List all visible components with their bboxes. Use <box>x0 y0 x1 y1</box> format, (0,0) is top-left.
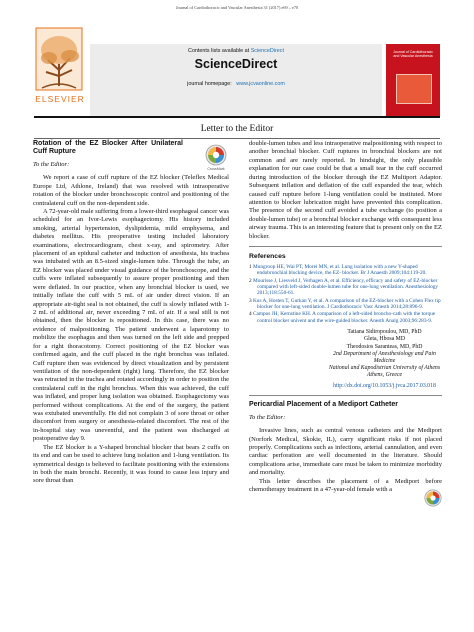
author-block <box>327 329 442 390</box>
sciencedirect-title: ScienceDirect <box>194 57 278 71</box>
article-paragraph-2: A 72-year-old male suffering from a lower-third esophageal cancer was scheduled for an Ivor-Lewis esophagectomy. His history included smoking, arterial hypertension, dyslipidemia, mild emphysema, and diabetes mellitus. His preoperative testing included laboratory examinations, electrocardiogram, chest x-ray, and spirometry. After placement of an epidural catheter and induction of anesthesia, his trachea was intubated with an 8.5-sized single-lumen tube. Through the tube, an EZ blocker was placed under visual guidance of the bronchoscope, and the cuffs were inflated subsequently to assure proper positioning and then were deflated. In our practice, when any bronchial blocker is used, we initially inflate the cuff with 5 mL of air under direct vision. If an appropriate air-tight seal is not obtained, the cuff is slowly inflated with 1-2 mL of additional air, never exceeding 7 mL of air. If a seal still is not obtained, then the blocker is repositioned. In this case, there was no evidence of malpositioning. The patient underwent a laparotomy to mobilize the esophagus and then was turned on the left side and prepped for a right thoracotomy. Correct positioning of the EZ blocker was confirmed again, and the cuff placed in the right bronchus was inflated. Cuff rupture then was evidenced by direct visualization and by persistent ventilation of the non-dependent (right) lung. Therefore, the EZ blocker was retracted in the trachea and rotated accordingly in order to position the contralateral cuff in the right bronchus. When this was achieved, the cuff was inflated, and proper lung isolation was obtained. Esophagectomy was performed without complications. At the end of the surgery, the patient was extubated uneventfully. He did not complain 3 of sore throat or other discomfort from surgery or anesthesia-related discomfort. The rest of the in-hospital stay was uneventful, and the patient was discharged at postoperative day 9. <box>33 207 229 443</box>
reference-number: 2 <box>249 277 252 284</box>
author-name: Gleta, Hbosa MD <box>363 336 406 343</box>
reference-item[interactable] <box>249 264 442 277</box>
crossmark-icon[interactable] <box>424 489 442 507</box>
left-column <box>33 140 229 486</box>
homepage-prefix: journal homepage: <box>187 81 232 87</box>
reference-text: Kus A, Hosten T, Gurkan Y, et al. A comparison of the EZ-blocker with a Cohen Flex tip blocker for one-lung ventilation. J Cardiothoracic Vasc Anesth 2014;28:896-9. <box>252 297 441 311</box>
article2-title: Pericardial Placement of a Mediport Catheter <box>249 401 398 409</box>
journal-citation-line: Journal of Cardiothoracic and Vascular Anesthesia 31 (2017) e69 – e70 <box>175 5 299 10</box>
journal-header <box>34 14 438 106</box>
crossmark-icon[interactable] <box>205 144 227 166</box>
header-divider <box>34 116 440 118</box>
author-affiliation: National and Kapodistrian University of Athens <box>328 365 441 372</box>
reference-number: 1 <box>249 264 252 271</box>
author-affiliation: Athens, Greece <box>366 372 403 379</box>
journal-cover-thumbnail <box>386 44 440 116</box>
author-affiliation: 2nd Department of Anesthesiology and Pain Medicine <box>333 350 436 364</box>
reference-text: Mungroop HE, Wai PT, Morei MN, et al. Lung isolation with a new Y-shaped endobronchial blocking device, the EZ- blocker. Br J Anaesth 2009;104:119-20. <box>252 264 427 277</box>
contents-available-line <box>90 48 382 54</box>
reference-number: 3 <box>249 297 252 304</box>
article2-salutation: To the Editor: <box>249 413 286 421</box>
continued-paragraph: double-lumen tubes and less intraoperative malpositioning with respect to another bronchial blocker. Cuff ruptures in bronchial blockers are not common and are rarely reported. In hindsight, the only plausible explanation for our case could be that a small tear in the cuff occurred during introduction of the blocker through the EZ Multiport Adaptor. Subsequent inflation and deflation of the cuff expanded the tear, which caused cuff rupture before 1-lung ventilation could be instituted. More attention to blocker lubrication might have prevented this complication. The presence of the second cuff avoided a tube exchange (to position a double-lumen tube) or a bronchial blocker exchange with consequent less airway trauma. This is an interesting feature that is present only on the EZ blocker. <box>249 140 442 240</box>
crossmark-label: CrossMark <box>207 167 225 171</box>
reference-number: 4 <box>249 311 252 318</box>
author-name: Tatiana Sidiropoulou, MD, PhD <box>347 329 422 336</box>
section-heading: Letter to the Editor <box>200 124 274 134</box>
cover-image <box>396 74 432 104</box>
contents-prefix: Contents lists available at <box>188 48 250 54</box>
reference-item[interactable] <box>249 298 442 311</box>
cover-title: Journal of Cardiothoracic and Vascular Anesthesia <box>393 50 433 59</box>
right-column <box>249 140 442 495</box>
article2-paragraph-2: This letter describes the placement of a Mediport before chemotherapy treatment in a 47-year-old female with a <box>249 477 442 494</box>
article-divider <box>249 395 442 396</box>
doi-link[interactable]: http://dx.doi.org/10.1053/j.jvca.2017.03.018 <box>333 382 436 389</box>
sciencedirect-link[interactable]: ScienceDirect <box>250 48 284 54</box>
references-list <box>249 264 442 324</box>
reference-text: Campos JH, Kernstine KH. A comparison of a left-sided broncho-cath with the torque control blocker univent and the wire-guided blocker. Anesth Analg 2003;96:283-9. <box>252 311 436 324</box>
reference-item[interactable] <box>249 311 442 324</box>
article2-paragraph-1: Invasive lines, such as central venous catheters and the Mediport (Norfork Medical, Skokie, IL), carry significant risks if not placed properly. Complications such as infections, arterial cannulation, and even cardiac perforation are well documented in the literature. Should complications arise, immediate care must be taken to minimize morbidity and mortality. <box>249 427 442 477</box>
article-title: Rotation of the EZ Blocker After Unilateral Cuff Rupture <box>33 140 183 156</box>
references-heading: References <box>249 252 286 260</box>
homepage-link[interactable]: www.jcvaonline.com <box>236 81 285 87</box>
article-paragraph-1: We report a case of cuff rupture of the EZ blocker (Teleflex Medical Europe Ltd, Athlone, Ireland) that was resolved with intraoperative rotation of the blocker under bronchoscopic control and positioning of the contralateral cuff on the non-dependent side. <box>33 174 229 207</box>
publisher-name: ELSEVIER <box>35 94 85 104</box>
header-banner <box>90 44 382 116</box>
article-paragraph-3-text: The EZ blocker is a Y-shaped bronchial blocker that bears 2 cuffs on its end and can be used to achieve lung isolation and 1-lung ventilation. Its symmetrical design is believed to facilitate positioning with the extensions in both the main bronchi. Recently, it was found to cause less injury and sore throat than <box>33 443 229 485</box>
reference-item[interactable] <box>249 278 442 297</box>
journal-homepage-line <box>90 81 382 87</box>
author-name: Theodosios Saranteas, MD, PhD <box>346 343 423 350</box>
salutation: To the Editor: <box>33 160 70 168</box>
references-divider <box>249 246 442 247</box>
section-divider <box>34 138 440 139</box>
article-paragraph-3 <box>33 444 229 486</box>
reference-text: Mourisse J, Liesveld J, Verhagen A, et al. Efficiency, efficacy and safety of EZ-blocker compared with left-sided double-lumen tube for one-lung ventilation. Anesthesiology 2013;118:550-61. <box>252 277 439 297</box>
